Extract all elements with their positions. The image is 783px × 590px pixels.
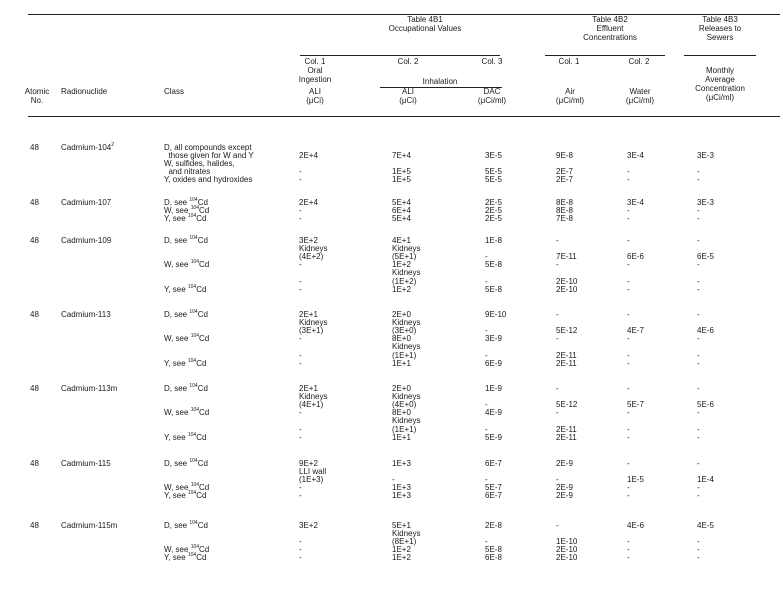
block-6-dac-value: 6E-8 (485, 553, 502, 563)
block-0-class-line: D, all compounds except (164, 143, 252, 152)
block-4-dac-value: 1E-9 (485, 384, 502, 393)
block-0-water-value: - (627, 175, 630, 185)
block-2-inh-value: (1E+2) (392, 276, 417, 286)
block-6-inh-value: 1E+2 (392, 545, 411, 555)
block-1-air-value: 8E-8 (556, 206, 573, 216)
t4b2-subtitle-2: Concentrations (583, 33, 637, 42)
block-3-atomic-no: 48 (30, 310, 39, 319)
block-3-dac-value: 9E-10 (485, 310, 507, 319)
block-1-inh-value: 5E+4 (392, 198, 411, 207)
block-0-air-value: 2E-7 (556, 167, 573, 177)
block-5-inh-value: 1E+3 (392, 483, 411, 493)
block-2-sewer-value: - (697, 284, 700, 294)
t4b1-subtitle: Occupational Values (388, 24, 462, 33)
block-4-ali-value: - (299, 424, 302, 434)
block-4-sewer-value: - (697, 408, 700, 418)
block-4-inh-value: (4E+0) (392, 400, 417, 410)
block-6-water-value: 4E-6 (627, 521, 644, 530)
block-5-air-value: 2E-9 (556, 491, 573, 501)
block-5-ali-value: - (299, 483, 302, 493)
block-2-air-value: 7E-11 (556, 252, 577, 262)
block-2-sewer-value: 6E-5 (697, 252, 714, 262)
block-4-sewer-value: - (697, 432, 700, 442)
block-6-ali-value: - (299, 537, 302, 547)
isotope-mass-number: 104 (187, 552, 197, 559)
atomic-no-label: No. (30, 96, 44, 105)
block-6-radionuclide: Cadmium-115m (61, 521, 118, 530)
block-2-air-value: - (556, 236, 559, 245)
block-5-sewer-value: - (697, 459, 700, 468)
block-2-water-value: - (627, 276, 630, 286)
block-0-dac-value: 3E-5 (485, 151, 502, 161)
block-3-sewer-value: - (697, 310, 700, 319)
block-1-dac-value: 2E-5 (485, 214, 502, 224)
block-5-dac-value: - (485, 475, 488, 485)
block-4-inh-value: Kidneys (392, 416, 421, 426)
block-4-inh-value: (1E+1) (392, 424, 417, 434)
isotope-mass-number: 104 (190, 482, 200, 489)
block-3-radionuclide: Cadmium-113 (61, 310, 111, 319)
block-2-air-value: 2E-10 (556, 276, 578, 286)
block-5-class-line: Y, see $^{104}$Cd (164, 490, 207, 501)
block-4-class-line: W, see $^{104}$Cd (164, 407, 210, 418)
block-5-inh-value: 1E+3 (392, 491, 411, 501)
ali-inh-label: ALI (401, 87, 414, 96)
block-6-sewer-value: - (697, 537, 700, 547)
block-2-ali-value: (4E+2) (299, 252, 324, 262)
block-3-inh-value: 2E+0 (392, 310, 411, 319)
block-6-class-line: Y, see $^{104}$Cd (164, 552, 207, 563)
block-6-class-line: D, see $^{104}$Cd (164, 520, 208, 530)
block-0-footnote-marker: 2 (111, 142, 115, 148)
block-2-inh-value: 1E+2 (392, 260, 411, 270)
block-2-class-line: Y, see $^{104}$Cd (164, 283, 207, 294)
block-2-radionuclide: Cadmium-109 (61, 236, 112, 245)
block-3-air-value: 5E-12 (556, 326, 578, 336)
concentration-label: Concentration (695, 84, 745, 93)
block-3-ali-value: - (299, 358, 302, 368)
block-5-sewer-value: - (697, 491, 700, 501)
water-label: Water (629, 87, 651, 96)
ali-inh-unit: (μCi) (399, 96, 417, 105)
block-6-inh-value: (8E+1) (392, 537, 417, 547)
block-1-water-value: - (627, 214, 630, 224)
block-4-dac-value: 4E-9 (485, 408, 502, 418)
block-6-ali-value: 3E+2 (299, 521, 318, 530)
air-label: Air (565, 87, 575, 96)
ingestion-label: Ingestion (298, 75, 332, 84)
block-4-air-value: - (556, 408, 559, 418)
block-3-dac-value: - (485, 350, 488, 360)
col2-label: Col. 2 (397, 57, 419, 66)
block-3-sewer-value: 4E-6 (697, 326, 714, 336)
block-0-air-value: 9E-8 (556, 151, 573, 161)
block-6-water-value: - (627, 545, 630, 555)
block-3-inh-value: Kidneys (392, 318, 421, 328)
isotope-mass-number: 104 (187, 283, 197, 290)
block-4-water-value: 5E-7 (627, 400, 644, 410)
average-label: Average (705, 75, 735, 84)
ali-oral-unit: (μCi) (306, 96, 324, 105)
isotope-mass-number: 104 (190, 333, 200, 340)
t4b3-subtitle-1: Releases to (698, 24, 742, 33)
block-0-water-value: - (627, 167, 630, 177)
col1b-label: Col. 1 (558, 57, 580, 66)
t4b1-underline (300, 55, 500, 56)
block-2-dac-value: 5E-8 (485, 260, 502, 270)
block-1-dac-value: 2E-5 (485, 206, 502, 216)
block-3-ali-value: (3E+1) (299, 326, 324, 336)
block-4-ali-value: 2E+1 (299, 384, 318, 393)
block-6-air-value: 2E-10 (556, 545, 578, 555)
isotope-mass-number: 104 (189, 458, 198, 464)
block-0-class-line: those given for W and Y (164, 151, 254, 161)
isotope-mass-number: 104 (190, 544, 200, 551)
block-3-air-value: - (556, 334, 559, 344)
block-6-water-value: - (627, 553, 630, 563)
block-5-ali-value: LLI wall (299, 467, 327, 477)
block-0-ali-value: 2E+4 (299, 151, 318, 161)
block-4-class-line: D, see $^{104}$Cd (164, 383, 208, 393)
air-unit: (μCi/ml) (555, 96, 585, 105)
block-4-ali-value: Kidneys (299, 392, 328, 402)
block-5-dac-value: 6E-7 (485, 459, 502, 468)
block-2-ali-value: 3E+2 (299, 236, 318, 245)
isotope-mass-number: 104 (187, 431, 197, 438)
block-1-radionuclide: Cadmium-107 (61, 198, 112, 207)
block-2-water-value: - (627, 260, 630, 270)
block-6-inh-value: 1E+2 (392, 553, 411, 563)
block-4-radionuclide: Cadmium-113m (61, 384, 118, 393)
block-4-ali-value: (4E+1) (299, 400, 324, 410)
block-6-class-line: W, see $^{104}$Cd (164, 544, 210, 555)
block-3-air-value: 2E-11 (556, 350, 577, 360)
block-0-water-value: 3E-4 (627, 151, 644, 161)
block-3-class-line: D, see $^{104}$Cd (164, 309, 208, 319)
block-4-dac-value: - (485, 424, 488, 434)
block-5-sewer-value: 1E-4 (697, 475, 714, 485)
block-0-sewer-value: - (697, 175, 700, 185)
t4b3-underline (684, 55, 756, 56)
block-3-dac-value: - (485, 326, 488, 336)
t4b2-underline (545, 55, 665, 56)
block-3-inh-value: 1E+1 (392, 358, 411, 368)
block-2-inh-value: Kidneys (392, 268, 421, 278)
block-4-water-value: - (627, 384, 630, 393)
header-bottom-rule (28, 116, 780, 117)
block-4-air-value: - (556, 384, 559, 393)
block-1-water-value: - (627, 206, 630, 216)
block-0-inh-value: 7E+4 (392, 151, 411, 161)
block-3-water-value: 4E-7 (627, 326, 644, 336)
block-3-inh-value: 8E+0 (392, 334, 411, 344)
block-2-class-line: W, see $^{104}$Cd (164, 259, 210, 270)
block-6-ali-value: - (299, 545, 302, 555)
block-6-ali-value: - (299, 553, 302, 563)
block-5-air-value: - (556, 475, 559, 485)
block-2-dac-value: 1E-8 (485, 236, 502, 245)
block-6-sewer-value: - (697, 545, 700, 555)
block-6-air-value: 2E-10 (556, 553, 578, 563)
block-1-dac-value: 2E-5 (485, 198, 502, 207)
block-0-sewer-value: 3E-3 (697, 151, 714, 161)
col3-label: Col. 3 (481, 57, 503, 66)
block-0-dac-value: 5E-5 (485, 175, 502, 185)
block-0-class-line: Y, oxides and hydroxides (164, 175, 253, 185)
block-2-water-value: 6E-6 (627, 252, 644, 262)
block-1-inh-value: 5E+4 (392, 214, 411, 224)
isotope-mass-number: 104 (189, 383, 198, 389)
block-6-water-value: - (627, 537, 630, 547)
block-1-class-line: Y, see $^{104}$Cd (164, 213, 207, 224)
block-0-radionuclide: Cadmium-$104^2$ (61, 142, 115, 152)
isotope-mass-number: 104 (190, 407, 200, 414)
class-label: Class (164, 87, 185, 96)
block-2-ali-value: - (299, 284, 302, 294)
block-3-water-value: - (627, 334, 630, 344)
block-3-class-line: Y, see $^{104}$Cd (164, 357, 207, 368)
isotope-mass-number: 104 (187, 490, 197, 497)
block-1-class-line: W, see $^{104}$Cd (164, 205, 210, 216)
block-4-class-line: Y, see $^{104}$Cd (164, 431, 207, 442)
block-0-ali-value: - (299, 175, 302, 185)
block-4-atomic-no: 48 (30, 384, 39, 393)
block-0-inh-value: 1E+5 (392, 175, 411, 185)
isotope-mass-number: 104 (189, 520, 198, 526)
col1-label: Col. 1 (304, 57, 326, 66)
block-3-inh-value: (1E+1) (392, 350, 417, 360)
oral-label: Oral (307, 66, 323, 75)
block-3-ali-value: 2E+1 (299, 310, 318, 319)
t4b3-subtitle-2: Sewers (706, 33, 734, 42)
block-5-inh-value: - (392, 475, 395, 485)
block-2-inh-value: 4E+1 (392, 236, 411, 245)
block-6-atomic-no: 48 (30, 521, 39, 530)
block-4-air-value: 5E-12 (556, 400, 578, 410)
block-5-class-line: W, see $^{104}$Cd (164, 482, 210, 493)
block-0-atomic-no: 48 (30, 143, 39, 152)
dac-unit: (μCi/ml) (477, 96, 507, 105)
block-3-dac-value: 3E-9 (485, 334, 502, 344)
block-5-air-value: 2E-9 (556, 483, 573, 493)
block-2-inh-value: 1E+2 (392, 284, 411, 294)
block-2-air-value: - (556, 260, 559, 270)
block-5-sewer-value: - (697, 483, 700, 493)
block-1-ali-value: - (299, 206, 302, 216)
isotope-mass-number: 104 (189, 309, 198, 315)
block-1-sewer-value: - (697, 206, 700, 216)
block-5-ali-value: 9E+2 (299, 459, 318, 468)
block-5-water-value: - (627, 459, 630, 468)
block-3-class-line: W, see $^{104}$Cd (164, 333, 210, 344)
block-6-sewer-value: - (697, 553, 700, 563)
block-3-dac-value: 6E-9 (485, 358, 502, 368)
block-2-atomic-no: 48 (30, 236, 39, 245)
block-6-inh-value: Kidneys (392, 529, 421, 539)
block-4-ali-value: - (299, 408, 302, 418)
block-5-inh-value: 1E+3 (392, 459, 411, 468)
block-0-sewer-value: - (697, 167, 700, 177)
block-5-ali-value: - (299, 491, 302, 501)
block-5-radionuclide: Cadmium-115 (61, 459, 111, 468)
block-3-sewer-value: - (697, 358, 700, 368)
block-5-class-line: D, see $^{104}$Cd (164, 458, 208, 468)
block-6-air-value: 1E-10 (556, 537, 578, 547)
inhalation-label: Inhalation (422, 77, 458, 86)
block-2-sewer-value: - (697, 276, 700, 286)
block-5-water-value: - (627, 483, 630, 493)
block-4-ali-value: - (299, 432, 302, 442)
block-5-dac-value: 6E-7 (485, 491, 502, 501)
isotope-mass-number: 104 (190, 259, 200, 266)
block-0-ali-value: - (299, 167, 302, 177)
block-4-water-value: - (627, 408, 630, 418)
block-4-sewer-value: 5E-6 (697, 400, 714, 410)
isotope-mass-number: 104 (187, 357, 197, 364)
block-2-ali-value: - (299, 276, 302, 286)
block-1-atomic-no: 48 (30, 198, 39, 207)
block-3-air-value: - (556, 310, 559, 319)
block-5-ali-value: (1E+3) (299, 475, 324, 485)
block-2-inh-value: Kidneys (392, 244, 421, 254)
block-6-dac-value: - (485, 537, 488, 547)
t4b2-subtitle-1: Effluent (596, 24, 624, 33)
block-3-inh-value: Kidneys (392, 342, 421, 352)
block-1-water-value: 3E-4 (627, 198, 644, 207)
block-4-sewer-value: - (697, 384, 700, 393)
block-4-dac-value: - (485, 400, 488, 410)
isotope-mass-number: 104 (189, 197, 198, 203)
block-5-water-value: - (627, 491, 630, 501)
block-2-class-line: D, see $^{104}$Cd (164, 235, 208, 245)
block-4-dac-value: 5E-9 (485, 432, 502, 442)
block-4-air-value: 2E-11 (556, 432, 577, 442)
block-3-ali-value: Kidneys (299, 318, 328, 328)
block-1-air-value: 7E-8 (556, 214, 573, 224)
block-4-water-value: - (627, 424, 630, 434)
block-1-sewer-value: 3E-3 (697, 198, 714, 207)
block-4-inh-value: 8E+0 (392, 408, 411, 418)
isotope-mass-number: 104 (190, 205, 200, 212)
block-1-class-line: D, see $^{104}$Cd (164, 197, 208, 207)
block-1-inh-value: 6E+4 (392, 206, 411, 216)
isotope-mass-number: 104 (187, 213, 197, 220)
block-3-water-value: - (627, 358, 630, 368)
block-4-inh-value: 1E+1 (392, 432, 411, 442)
block-1-air-value: 8E-8 (556, 198, 573, 207)
block-6-dac-value: 2E-8 (485, 521, 502, 530)
block-1-sewer-value: - (697, 214, 700, 224)
block-2-dac-value: 5E-8 (485, 284, 502, 294)
block-3-sewer-value: - (697, 334, 700, 344)
block-6-inh-value: 5E+1 (392, 521, 411, 530)
block-2-dac-value: - (485, 252, 488, 262)
t4b3-title: Table 4B3 (702, 15, 738, 24)
block-5-air-value: 2E-9 (556, 459, 573, 468)
t4b2-title: Table 4B2 (592, 15, 628, 24)
block-2-sewer-value: - (697, 260, 700, 270)
block-6-dac-value: 5E-8 (485, 545, 502, 555)
block-3-sewer-value: - (697, 350, 700, 360)
block-5-atomic-no: 48 (30, 459, 39, 468)
block-2-dac-value: - (485, 276, 488, 286)
col2b-label: Col. 2 (628, 57, 650, 66)
isotope-mass-number: 104 (189, 235, 198, 241)
block-5-dac-value: 5E-7 (485, 483, 502, 493)
sewer-unit: (μCi/ml) (705, 93, 735, 102)
block-4-inh-value: Kidneys (392, 392, 421, 402)
block-3-air-value: 2E-11 (556, 358, 577, 368)
block-4-inh-value: 2E+0 (392, 384, 411, 393)
block-4-air-value: 2E-11 (556, 424, 577, 434)
block-3-ali-value: - (299, 334, 302, 344)
block-3-ali-value: - (299, 350, 302, 360)
top-rule (28, 14, 780, 15)
block-0-air-value: 2E-7 (556, 175, 573, 185)
block-2-water-value: - (627, 236, 630, 245)
block-0-class-line: W, sulfides, halides, (164, 159, 235, 169)
block-2-ali-value: - (299, 260, 302, 270)
block-3-water-value: - (627, 350, 630, 360)
block-5-water-value: 1E-5 (627, 475, 644, 485)
water-unit: (μCi/ml) (625, 96, 655, 105)
dac-label: DAC (483, 87, 501, 96)
block-3-inh-value: (3E+0) (392, 326, 417, 336)
block-4-sewer-value: - (697, 424, 700, 434)
block-0-dac-value: 5E-5 (485, 167, 502, 177)
block-3-water-value: - (627, 310, 630, 319)
block-0-inh-value: 1E+5 (392, 167, 411, 177)
monthly-label: Monthly (705, 66, 734, 75)
block-2-ali-value: Kidneys (299, 244, 328, 254)
block-4-water-value: - (627, 432, 630, 442)
block-2-inh-value: (5E+1) (392, 252, 417, 262)
block-2-sewer-value: - (697, 236, 700, 245)
block-1-ali-value: 2E+4 (299, 198, 318, 207)
block-0-class-line: and nitrates (164, 167, 211, 177)
block-2-water-value: - (627, 284, 630, 294)
block-6-sewer-value: 4E-5 (697, 521, 714, 530)
block-2-air-value: 2E-10 (556, 284, 578, 294)
radionuclide-label: Radionuclide (61, 87, 108, 96)
ali-oral-label: ALI (308, 87, 321, 96)
block-1-ali-value: - (299, 214, 302, 224)
atomic-label: Atomic (24, 87, 50, 96)
t4b1-title: Table 4B1 (407, 15, 443, 24)
block-6-air-value: - (556, 521, 559, 530)
